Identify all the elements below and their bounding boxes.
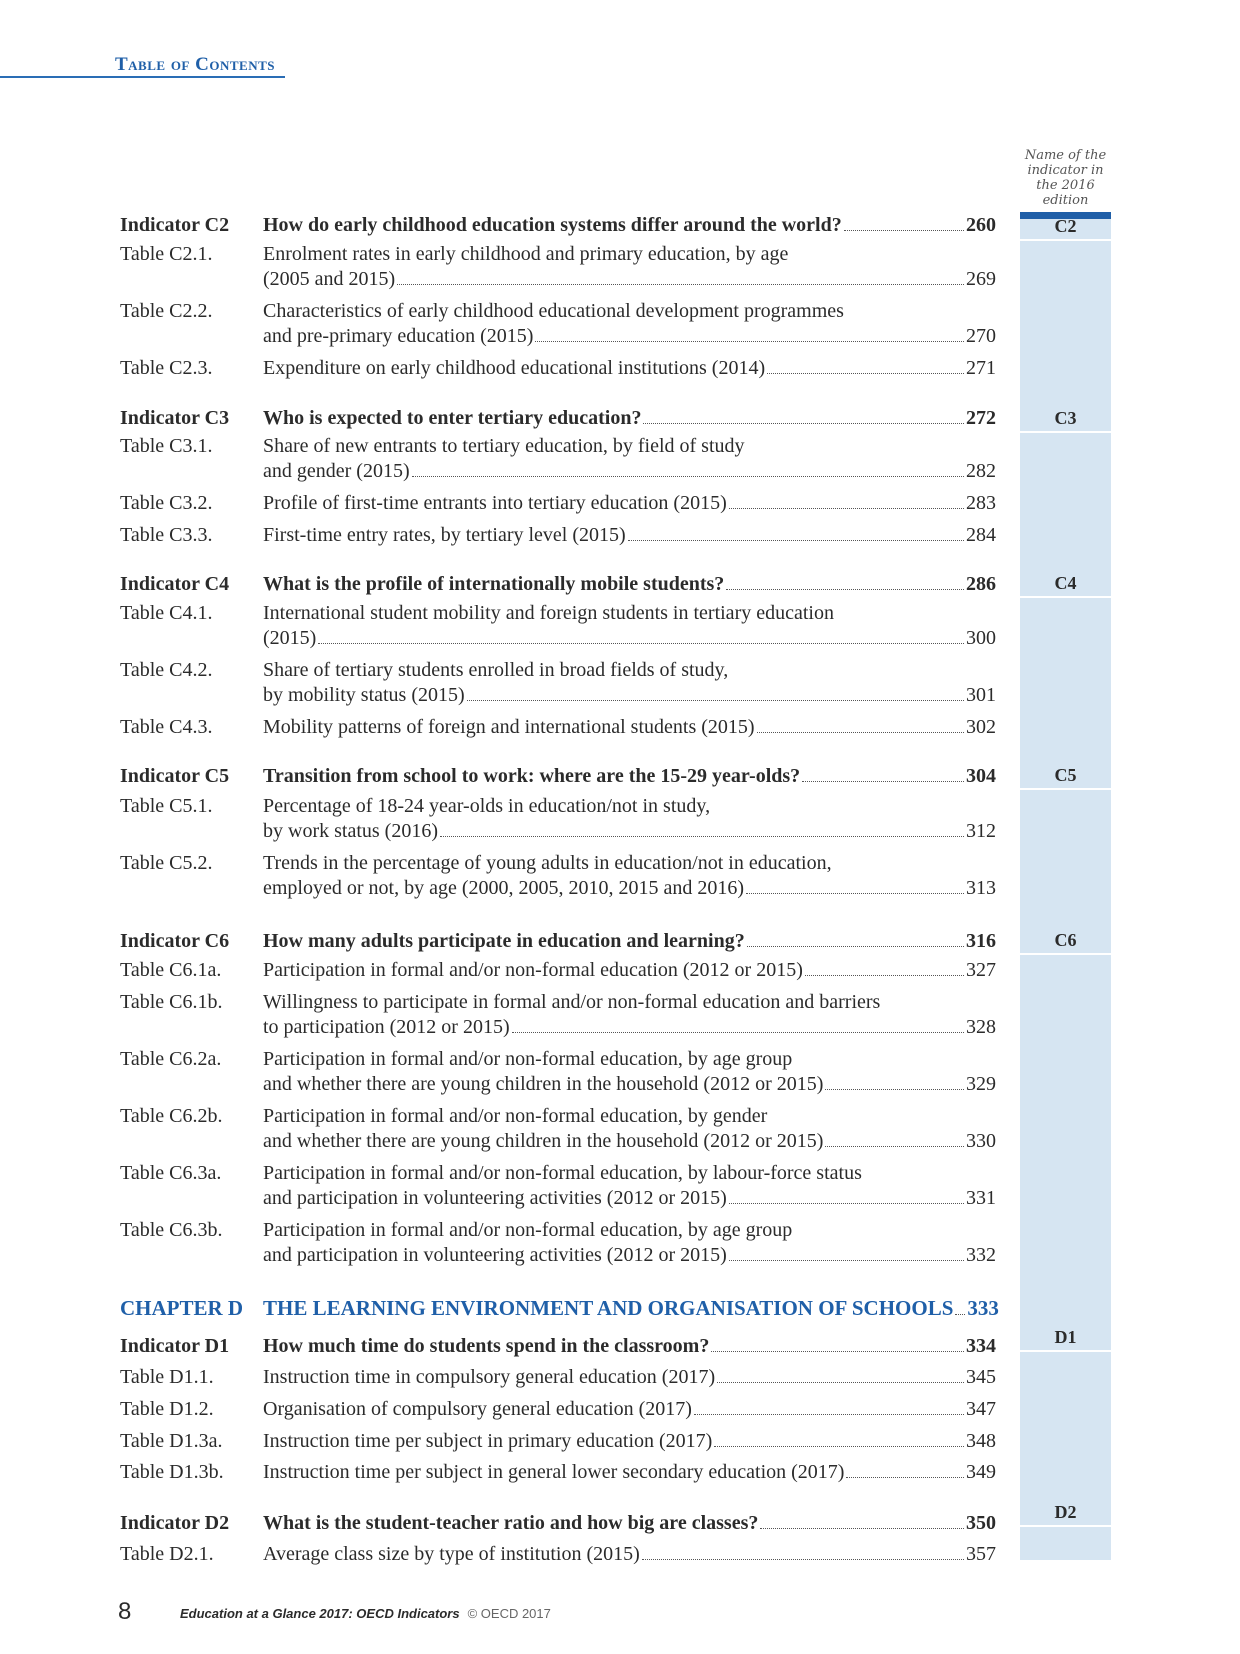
entry-title: (2005 and 2015) [263, 268, 396, 290]
header-rule [0, 76, 285, 78]
page-number: 331 [966, 1187, 996, 1209]
sidebar-heading: Name of the indicator in the 2016 edition [1024, 148, 1107, 208]
entry-title: (2015) [263, 627, 317, 649]
page-number: 345 [966, 1366, 996, 1388]
entry-title: Instruction time in compulsory general education (2017) [263, 1366, 716, 1388]
entry-title: Expenditure on early childhood educational institutions (2014) [263, 357, 766, 379]
entry-title-line1: Percentage of 18-24 year-olds in education/not in study, [263, 795, 711, 817]
leader-dots [729, 508, 964, 509]
leader-dots [825, 1089, 964, 1090]
entry-title: How much time do students spend in the classroom? [263, 1335, 710, 1357]
sidebar-divider [1020, 431, 1111, 433]
entry-title-line1: Trends in the percentage of young adults in education/not in education, [263, 852, 832, 874]
sidebar-code: C4 [1054, 573, 1077, 593]
leader-dots [397, 284, 964, 285]
leader-dots [805, 975, 964, 976]
leader-dots [512, 1032, 964, 1033]
page-number: 282 [966, 460, 996, 482]
sidebar-code: C5 [1054, 765, 1077, 785]
footer-copyright: © OECD 2017 [467, 1606, 551, 1621]
page-number: 260 [966, 214, 996, 236]
entry-label: Table C5.2. [120, 852, 213, 874]
entry-label: Table C6.3b. [120, 1219, 223, 1241]
leader-dots [535, 341, 964, 342]
page-number: 350 [966, 1512, 996, 1534]
sidebar-code: D1 [1054, 1327, 1077, 1347]
leader-dots [955, 1314, 965, 1315]
entry-label: Indicator D2 [120, 1512, 230, 1534]
entry-label: Table C6.2a. [120, 1048, 222, 1070]
leader-dots [318, 643, 964, 644]
page-number: 349 [966, 1461, 996, 1483]
entry-title-line1: Participation in formal and/or non-formal education, by age group [263, 1048, 793, 1070]
entry-title: How do early childhood education systems differ around the world? [263, 214, 842, 236]
leader-dots [642, 1559, 964, 1560]
entry-title: by mobility status (2015) [263, 684, 465, 706]
entry-title-line1: Characteristics of early childhood educational development programmes [263, 300, 844, 322]
page-number: 304 [966, 765, 996, 787]
page-number: 300 [966, 627, 996, 649]
entry-title: and pre-primary education (2015) [263, 325, 534, 347]
leader-dots [726, 589, 964, 590]
entry-label: Indicator D1 [120, 1335, 230, 1357]
page-number: 286 [966, 573, 996, 595]
page-number: 271 [966, 357, 996, 379]
leader-dots [440, 836, 964, 837]
page-number: 270 [966, 325, 996, 347]
leader-dots [802, 781, 964, 782]
sidebar-code: C3 [1054, 408, 1077, 428]
entry-label: Table C4.2. [120, 659, 213, 681]
entry-title: Organisation of compulsory general education (2017) [263, 1398, 692, 1420]
entry-label: Table C3.2. [120, 492, 213, 514]
leader-dots [711, 1351, 964, 1352]
entry-title-line1: Share of new entrants to tertiary education, by field of study [263, 435, 745, 457]
entry-label: Indicator C6 [120, 930, 230, 952]
sidebar-code: D2 [1054, 1502, 1077, 1522]
entry-title-line1: Enrolment rates in early childhood and primary education, by age [263, 243, 789, 265]
entry-label: Indicator C4 [120, 573, 230, 595]
page-number: 330 [966, 1130, 996, 1152]
entry-label: Table C3.3. [120, 524, 213, 546]
entry-label: Table D1.1. [120, 1366, 214, 1388]
entry-label: Table C6.1b. [120, 991, 223, 1013]
page-number: 333 [967, 1296, 999, 1320]
footer-book-title: Education at a Glance 2017: OECD Indicators [180, 1606, 460, 1621]
entry-title: Instruction time per subject in general lower secondary education (2017) [263, 1461, 845, 1483]
entry-label: Table C5.1. [120, 795, 213, 817]
page-number: 347 [966, 1398, 996, 1420]
page-number: 272 [966, 407, 996, 429]
entry-label: Table C2.2. [120, 300, 213, 322]
entry-label: Indicator C3 [120, 407, 230, 429]
entry-title-line1: Participation in formal and/or non-formal education, by labour-force status [263, 1162, 862, 1184]
sidebar-divider [1020, 1350, 1111, 1352]
entry-title-line1: Share of tertiary students enrolled in broad fields of study, [263, 659, 729, 681]
sidebar-divider [1020, 239, 1111, 241]
entry-label: Table C2.1. [120, 243, 213, 265]
entry-title: What is the student-teacher ratio and how big are classes? [263, 1512, 759, 1534]
entry-title: and whether there are young children in the household (2012 or 2015) [263, 1073, 824, 1095]
running-header: Table of Contents [115, 54, 275, 75]
leader-dots [729, 1203, 964, 1204]
sidebar-code: C6 [1054, 930, 1077, 950]
leader-dots [760, 1528, 964, 1529]
entry-label: Table C3.1. [120, 435, 213, 457]
leader-dots [729, 1260, 964, 1261]
leader-dots [717, 1382, 964, 1383]
leader-dots [412, 476, 964, 477]
leader-dots [467, 700, 964, 701]
footer-page-number: 8 [118, 1598, 132, 1625]
entry-label: Table C6.2b. [120, 1105, 223, 1127]
entry-label: Table C4.1. [120, 602, 213, 624]
entry-title: Mobility patterns of foreign and international students (2015) [263, 716, 755, 738]
page-number: 334 [966, 1335, 996, 1357]
sidebar-code: C2 [1054, 216, 1077, 236]
entry-title: and gender (2015) [263, 460, 410, 482]
page-number: 357 [966, 1543, 996, 1565]
leader-dots [643, 423, 964, 424]
leader-dots [694, 1414, 964, 1415]
entry-title: THE LEARNING ENVIRONMENT AND ORGANISATION OF SCHOOLS [263, 1296, 954, 1320]
leader-dots [714, 1446, 964, 1447]
page-number: 284 [966, 524, 996, 546]
entry-title: Average class size by type of institution (2015) [263, 1543, 640, 1565]
leader-dots [747, 946, 964, 947]
leader-dots [844, 230, 964, 231]
page-number: 301 [966, 684, 996, 706]
entry-label: Table D2.1. [120, 1543, 214, 1565]
entry-label: Table C6.1a. [120, 959, 222, 981]
entry-title: Participation in formal and/or non-formal education (2012 or 2015) [263, 959, 803, 981]
page-number: 329 [966, 1073, 996, 1095]
leader-dots [767, 373, 964, 374]
entry-title: to participation (2012 or 2015) [263, 1016, 510, 1038]
entry-label: CHAPTER D [120, 1296, 244, 1320]
sidebar-divider [1020, 788, 1111, 790]
page-number: 348 [966, 1430, 996, 1452]
page-number: 313 [966, 877, 996, 899]
entry-title-line1: International student mobility and foreign students in tertiary education [263, 602, 834, 624]
entry-title: and participation in volunteering activities (2012 or 2015) [263, 1187, 727, 1209]
entry-title-line1: Willingness to participate in formal and/or non-formal education and barriers [263, 991, 881, 1013]
page-number: 328 [966, 1016, 996, 1038]
entry-label: Indicator C5 [120, 765, 230, 787]
leader-dots [628, 540, 964, 541]
sidebar-divider [1020, 953, 1111, 955]
entry-title: First-time entry rates, by tertiary level (2015) [263, 524, 626, 546]
footer-credit [180, 1606, 551, 1621]
page-number: 312 [966, 820, 996, 842]
entry-title-line1: Participation in formal and/or non-formal education, by gender [263, 1105, 768, 1127]
leader-dots [846, 1477, 964, 1478]
sidebar-divider [1020, 1525, 1111, 1527]
page-number: 327 [966, 959, 996, 981]
entry-title: employed or not, by age (2000, 2005, 2010, 2015 and 2016) [263, 877, 745, 899]
entry-label: Table D1.3a. [120, 1430, 223, 1452]
entry-title-line1: Participation in formal and/or non-formal education, by age group [263, 1219, 793, 1241]
leader-dots [825, 1146, 964, 1147]
entry-title: Transition from school to work: where are the 15-29 year-olds? [263, 765, 801, 787]
page-number: 332 [966, 1244, 996, 1266]
page-number: 302 [966, 716, 996, 738]
sidebar-divider [1020, 596, 1111, 598]
entry-label: Table C6.3a. [120, 1162, 222, 1184]
entry-title: Instruction time per subject in primary education (2017) [263, 1430, 713, 1452]
page-number: 283 [966, 492, 996, 514]
entry-title: Who is expected to enter tertiary education? [263, 407, 642, 429]
entry-label: Table C4.3. [120, 716, 213, 738]
entry-title: and whether there are young children in the household (2012 or 2015) [263, 1130, 824, 1152]
entry-title: How many adults participate in education and learning? [263, 930, 745, 952]
entry-title: by work status (2016) [263, 820, 438, 842]
page-number: 269 [966, 268, 996, 290]
entry-title: and participation in volunteering activities (2012 or 2015) [263, 1244, 727, 1266]
entry-label: Table C2.3. [120, 357, 213, 379]
leader-dots [746, 893, 964, 894]
entry-label: Table D1.3b. [120, 1461, 224, 1483]
leader-dots [757, 732, 964, 733]
entry-label: Table D1.2. [120, 1398, 214, 1420]
page-number: 316 [966, 930, 996, 952]
entry-title: Profile of first-time entrants into tertiary education (2015) [263, 492, 727, 514]
entry-label: Indicator C2 [120, 214, 230, 236]
entry-title: What is the profile of internationally mobile students? [263, 573, 725, 595]
